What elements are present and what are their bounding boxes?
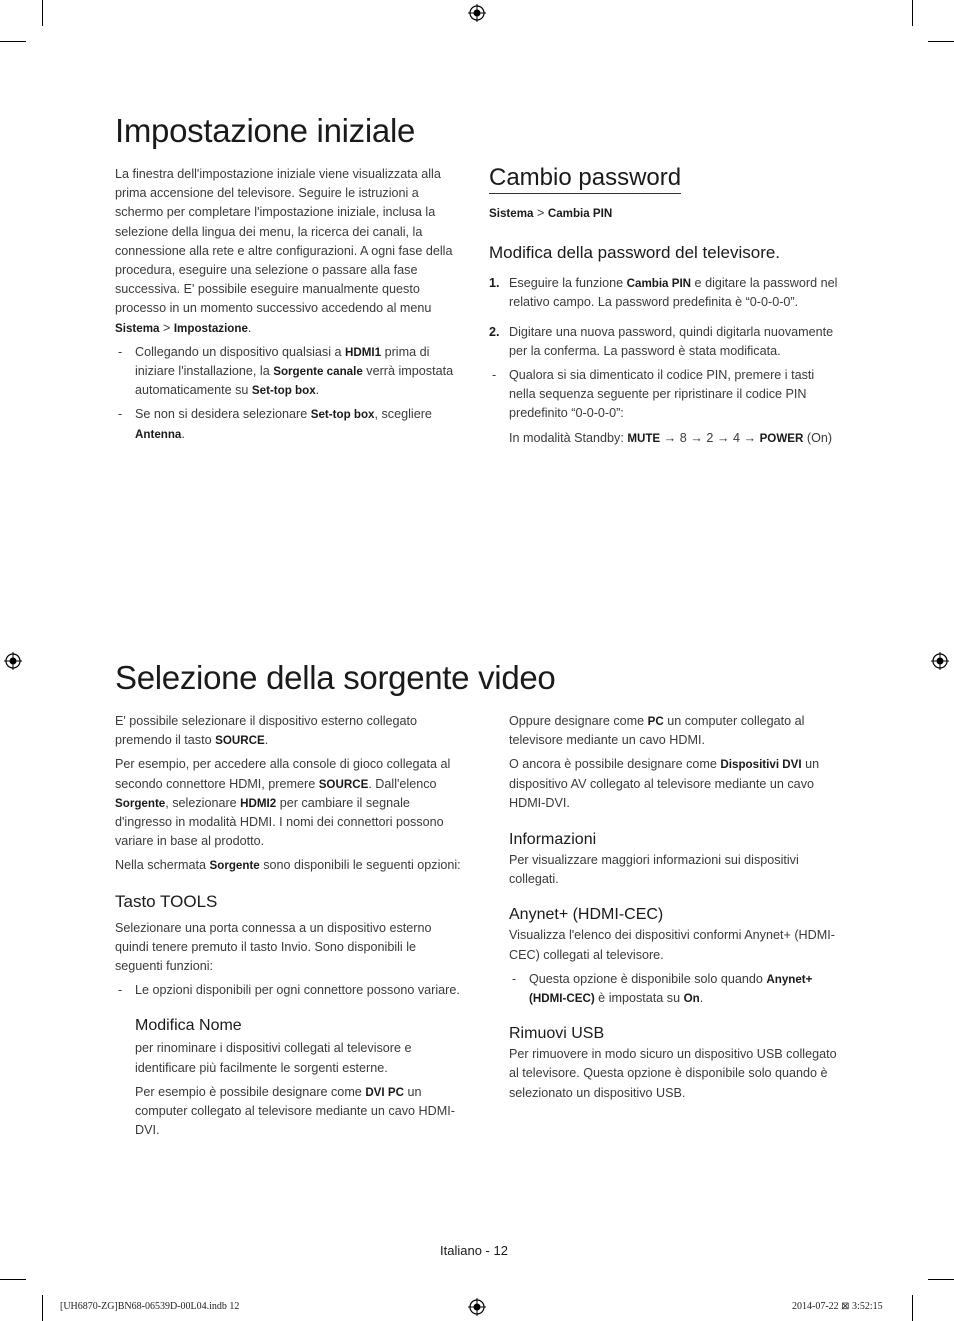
registration-mark-icon bbox=[931, 652, 949, 670]
section-title-sorgente: Selezione della sorgente video bbox=[115, 659, 556, 696]
sorgente-para: Oppure designare come PC un computer collegato al televisore mediante un cavo HDMI. bbox=[509, 714, 805, 748]
crop-mark bbox=[0, 1279, 26, 1280]
rimuovi-usb-para: Per rimuovere in modo sicuro un dispositivo USB collegato al televisore. Questa opzione è disponibile solo quando è selezionato un dispositivo USB. bbox=[509, 1047, 837, 1100]
sorgente-para: O ancora è possibile designare come Dispositivi DVI un dispositivo AV collegato al televisore mediante un cavo HDMI-DVI. bbox=[509, 757, 820, 810]
modifica-nome-para: Per esempio è possibile designare come DVI PC un computer collegato al televisore mediante un cavo HDMI-DVI. bbox=[135, 1084, 455, 1138]
tools-title: Tasto TOOLS bbox=[115, 891, 218, 911]
informazioni-para: Per visualizzare maggiori informazioni sui dispositivi collegati. bbox=[509, 853, 799, 887]
password-column bbox=[489, 164, 841, 448]
impostazione-bullet: - Collegando un dispositivo qualsiasi a HDMI1 prima di iniziare l'installazione, la Sorgente canale verrà impostata automaticamente su Set-top box. bbox=[118, 344, 454, 398]
page-number: Italiano - 12 bbox=[440, 1243, 508, 1258]
impostazione-bullet: - Se non si desidera selezionare Set-top box, scegliere Antenna. bbox=[118, 407, 432, 441]
password-title: Cambio password bbox=[489, 164, 681, 194]
modifica-nome-para: per rinominare i dispositivi collegati al televisore e identificare più facilmente le sorgenti esterne. bbox=[135, 1041, 412, 1075]
password-step: 2. Digitare una nuova password, quindi digitarla nuovamente per la conferma. La password è stata modificata. bbox=[489, 324, 834, 358]
section-title-impostazione: Impostazione iniziale bbox=[115, 112, 416, 149]
anynet-para: Visualizza l'elenco dei dispositivi conformi Anynet+ (HDMI-CEC) collegati al televisore. bbox=[509, 928, 835, 962]
crop-mark bbox=[0, 41, 26, 42]
password-step: 1. Eseguire la funzione Cambia PIN e digitare la password nel relativo campo. La password predefinita è “0-0-0-0”. bbox=[489, 276, 838, 310]
crop-mark bbox=[912, 0, 913, 26]
sorgente-para: Per esempio, per accedere alla console di gioco collegata al secondo connettore HDMI, premere SOURCE. Dall'elenco Sorgente, selezionare HDMI2 per cambiare il segnale d'ingresso in modalità HDMI. I nomi dei connettori possono variare in base al prodotto. bbox=[115, 757, 451, 849]
anynet-title: Anynet+ (HDMI-CEC) bbox=[509, 906, 664, 924]
crop-mark bbox=[928, 1279, 954, 1280]
crop-mark bbox=[928, 41, 954, 42]
anynet-bullet: - Questa opzione è disponibile solo quando Anynet+ (HDMI-CEC) è impostata su On. bbox=[512, 971, 813, 1006]
rimuovi-usb-title: Rimuovi USB bbox=[509, 1025, 605, 1043]
registration-mark-icon bbox=[468, 4, 486, 22]
registration-mark-icon bbox=[468, 1298, 486, 1316]
modifica-nome-title: Modifica Nome bbox=[135, 1017, 242, 1035]
sorgente-left-column bbox=[115, 712, 465, 1140]
impostazione-column bbox=[115, 165, 455, 444]
crop-mark bbox=[42, 1295, 43, 1321]
footer-date: 2014-07-22 ⊠ 3:52:15 bbox=[792, 1301, 883, 1312]
sorgente-para: E' possibile selezionare il dispositivo esterno collegato premendo il tasto SOURCE. bbox=[115, 714, 418, 748]
password-note: - Qualora si sia dimenticato il codice PIN, premere i tasti nella sequenza seguente per ripristinare il codice PIN predefinito “0-0-0-0”: bbox=[492, 368, 815, 421]
sorgente-para: Nella schermata Sorgente sono disponibili le seguenti opzioni: bbox=[115, 858, 461, 873]
password-menu-path: Sistema > Cambia PIN bbox=[489, 206, 613, 220]
footer-file-info: [UH6870-ZG]BN68-06539D-00L04.indb 12 bbox=[60, 1301, 240, 1312]
impostazione-intro: La finestra dell'impostazione iniziale viene visualizzata alla prima accensione del televisore. Seguire le istruzioni a schermo per completare l'impostazione iniziale, inclusa la selezione della lingua dei menu, la ricerca dei canali, la connessione alla rete e altre configurazioni. A ogni fase della procedura, eseguire una selezione o passare alla fase successiva. E' possibile eseguire manualmente questo processo in un momento successivo accedendo al menu Sistema > Impostazione. bbox=[115, 167, 453, 335]
password-subtitle: Modifica della password del televisore. bbox=[489, 243, 781, 263]
password-standby-sequence: In modalità Standby: MUTE → 8 → 2 → 4 → POWER (On) bbox=[509, 430, 833, 445]
sorgente-right-column bbox=[509, 712, 839, 1103]
informazioni-title: Informazioni bbox=[509, 831, 597, 849]
registration-mark-icon bbox=[4, 652, 22, 670]
tools-bullet: - Le opzioni disponibili per ogni connettore possono variare. bbox=[118, 983, 460, 998]
crop-mark bbox=[42, 0, 43, 26]
crop-mark bbox=[912, 1295, 913, 1321]
tools-para: Selezionare una porta connessa a un dispositivo esterno quindi tenere premuto il tasto Invio. Sono disponibili le seguenti funzioni: bbox=[115, 920, 432, 974]
